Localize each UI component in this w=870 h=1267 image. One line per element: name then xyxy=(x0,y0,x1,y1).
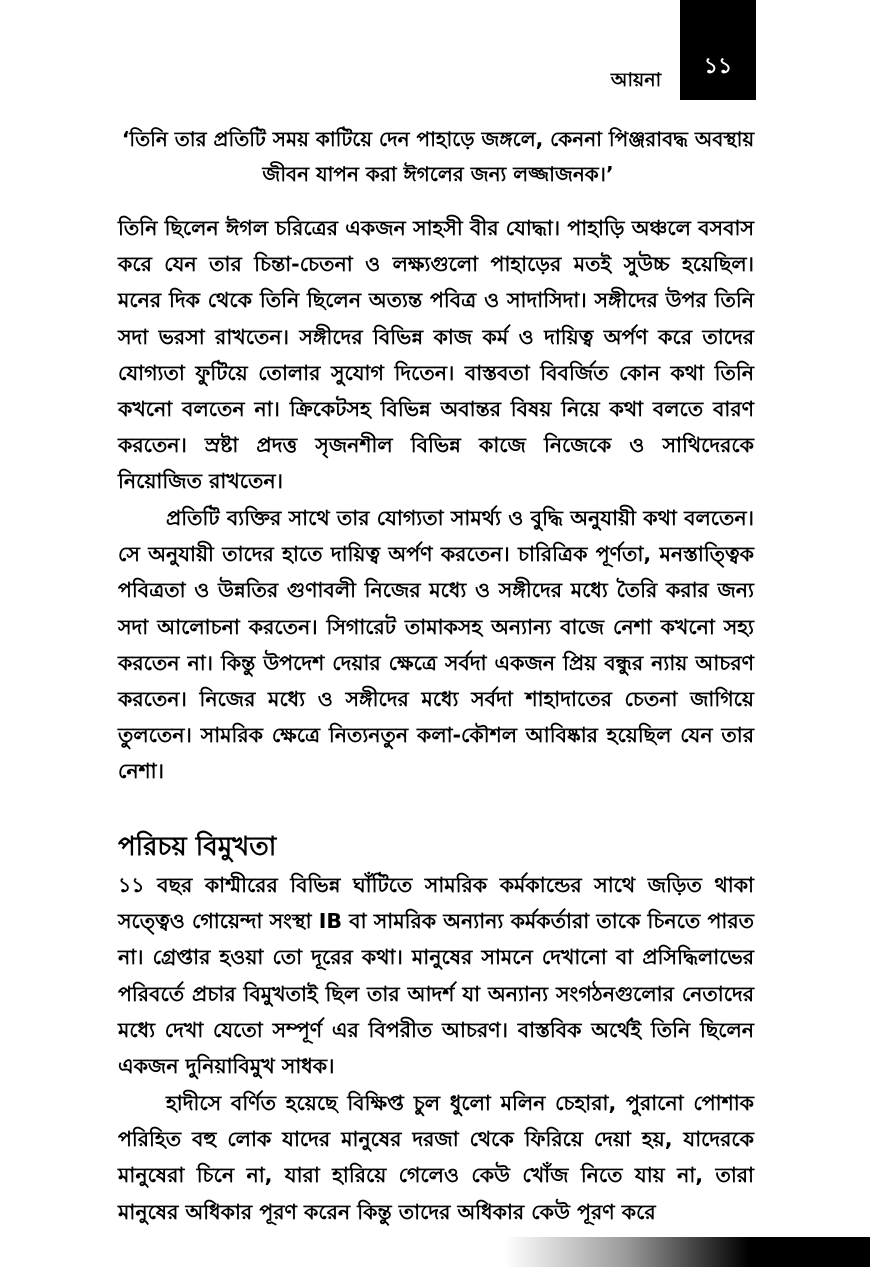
page-number: ১১ xyxy=(703,54,733,79)
section-heading: পরিচয় বিমুখতা xyxy=(118,832,277,862)
page-bottom-gradient-band xyxy=(0,1237,870,1267)
page-number-box xyxy=(680,0,756,100)
section-paragraph-1: ১১ বছর কাশ্মীরের বিভিন্ন ঘাঁটিতে সামরিক কর্মকান্ডের সাথে জড়িত থাকা সত্ত্বেও গোয়েন্দা সংস্থা IB বা সামরিক অন্যান্য কর্মকর্তারা তাকে চিনতে পারত না। গ্রেপ্তার হওয়া তো দূরের কথা। মানুষের সামনে দেখানো বা প্রসিদ্ধিলাভের পরিবর্তে প্রচার বিমুখতাই ছিল তার আদর্শ যা অন্যান্য সংগঠনগুলোর নেতাদের মধ্যে দেখা যেতো সম্পূর্ণ এর বিপরীত আচরণ। বাস্তবিক অর্থেই তিনি ছিলেন একজন দুনিয়াবিমুখ সাধক। xyxy=(118,873,754,1079)
body-paragraph-1: তিনি ছিলেন ঈগল চরিত্রের একজন সাহসী বীর যোদ্ধা। পাহাড়ি অঞ্চলে বসবাস করে যেন তার চিন্তা-চেতনা ও লক্ষ্যগুলো পাহাড়ের মতই সুউচ্চ হয়েছিল। মনের দিক থেকে তিনি ছিলেন অত্যন্ত পবিত্র ও সাদাসিদা। সঙ্গীদের উপর তিনি সদা ভরসা রাখতেন। সঙ্গীদের বিভিন্ন কাজ কর্ম ও দায়িত্ব অর্পণ করে তাদের যোগ্যতা ফুটিয়ে তোলার সুযোগ দিতেন। বাস্তবতা বিবর্জিত কোন কথা তিনি কখনো বলতেন না। ক্রিকেটসহ বিভিন্ন অবান্তর বিষয় নিয়ে কথা বলতে বারণ করতেন। স্রষ্টা প্রদত্ত সৃজনশীল বিভিন্ন কাজে নিজেকে ও সাথিদেরকে নিয়োজিত রাখতেন। xyxy=(118,216,754,494)
section-paragraph-2: হাদীসে বর্ণিত হয়েছে বিক্ষিপ্ত চুল ধুলো মলিন চেহারা, পুরানো পোশাক পরিহিত বহু লোক যাদের মানুষের দরজা থেকে ফিরিয়ে দেয়া হয়, যাদেরকে মানুষেরা চিনে না, যারা হারিয়ে গেলেও কেউ খোঁজ নিতে যায় না, তারা মানুষের অধিকার পূরণ করেন কিন্তু তাদের অধিকার কেউ পূরণ করে xyxy=(118,1091,754,1224)
body-paragraph-2: প্রতিটি ব্যক্তির সাথে তার যোগ্যতা সামর্থ্য ও বুদ্ধি অনুযায়ী কথা বলতেন। সে অনুযায়ী তাদের হাতে দায়িত্ব অর্পণ করতেন। চারিত্রিক পূর্ণতা, মনস্তাত্ত্বিক পবিত্রতা ও উন্নতির গুণাবলী নিজের মধ্যে ও সঙ্গীদের মধ্যে তৈরি করার জন্য সদা আলোচনা করতেন। সিগারেট তামাকসহ অন্যান্য বাজে নেশা কখনো সহ্য করতেন না। কিন্তু উপদেশ দেয়ার ক্ষেত্রে সর্বদা একজন প্রিয় বন্ধুর ন্যায় আচরণ করতেন। নিজের মধ্যে ও সঙ্গীদের মধ্যে সর্বদা শাহাদাতের চেতনা জাগিয়ে তুলতেন। সামরিক ক্ষেত্রে নিত্যনতুন কলা-কৌশল আবিষ্কার হয়েছিল যেন তার নেশা। xyxy=(118,506,754,784)
running-header-title: আয়না xyxy=(610,69,662,91)
epigraph-quote: ‘তিনি তার প্রতিটি সময় কাটিয়ে দেন পাহাড়ে জঙ্গলে, কেননা পিঞ্জরাবদ্ধ অবস্থায় জীবন যাপন করা ঈগলের জন্য লজ্জাজনক।’ xyxy=(121,127,755,186)
